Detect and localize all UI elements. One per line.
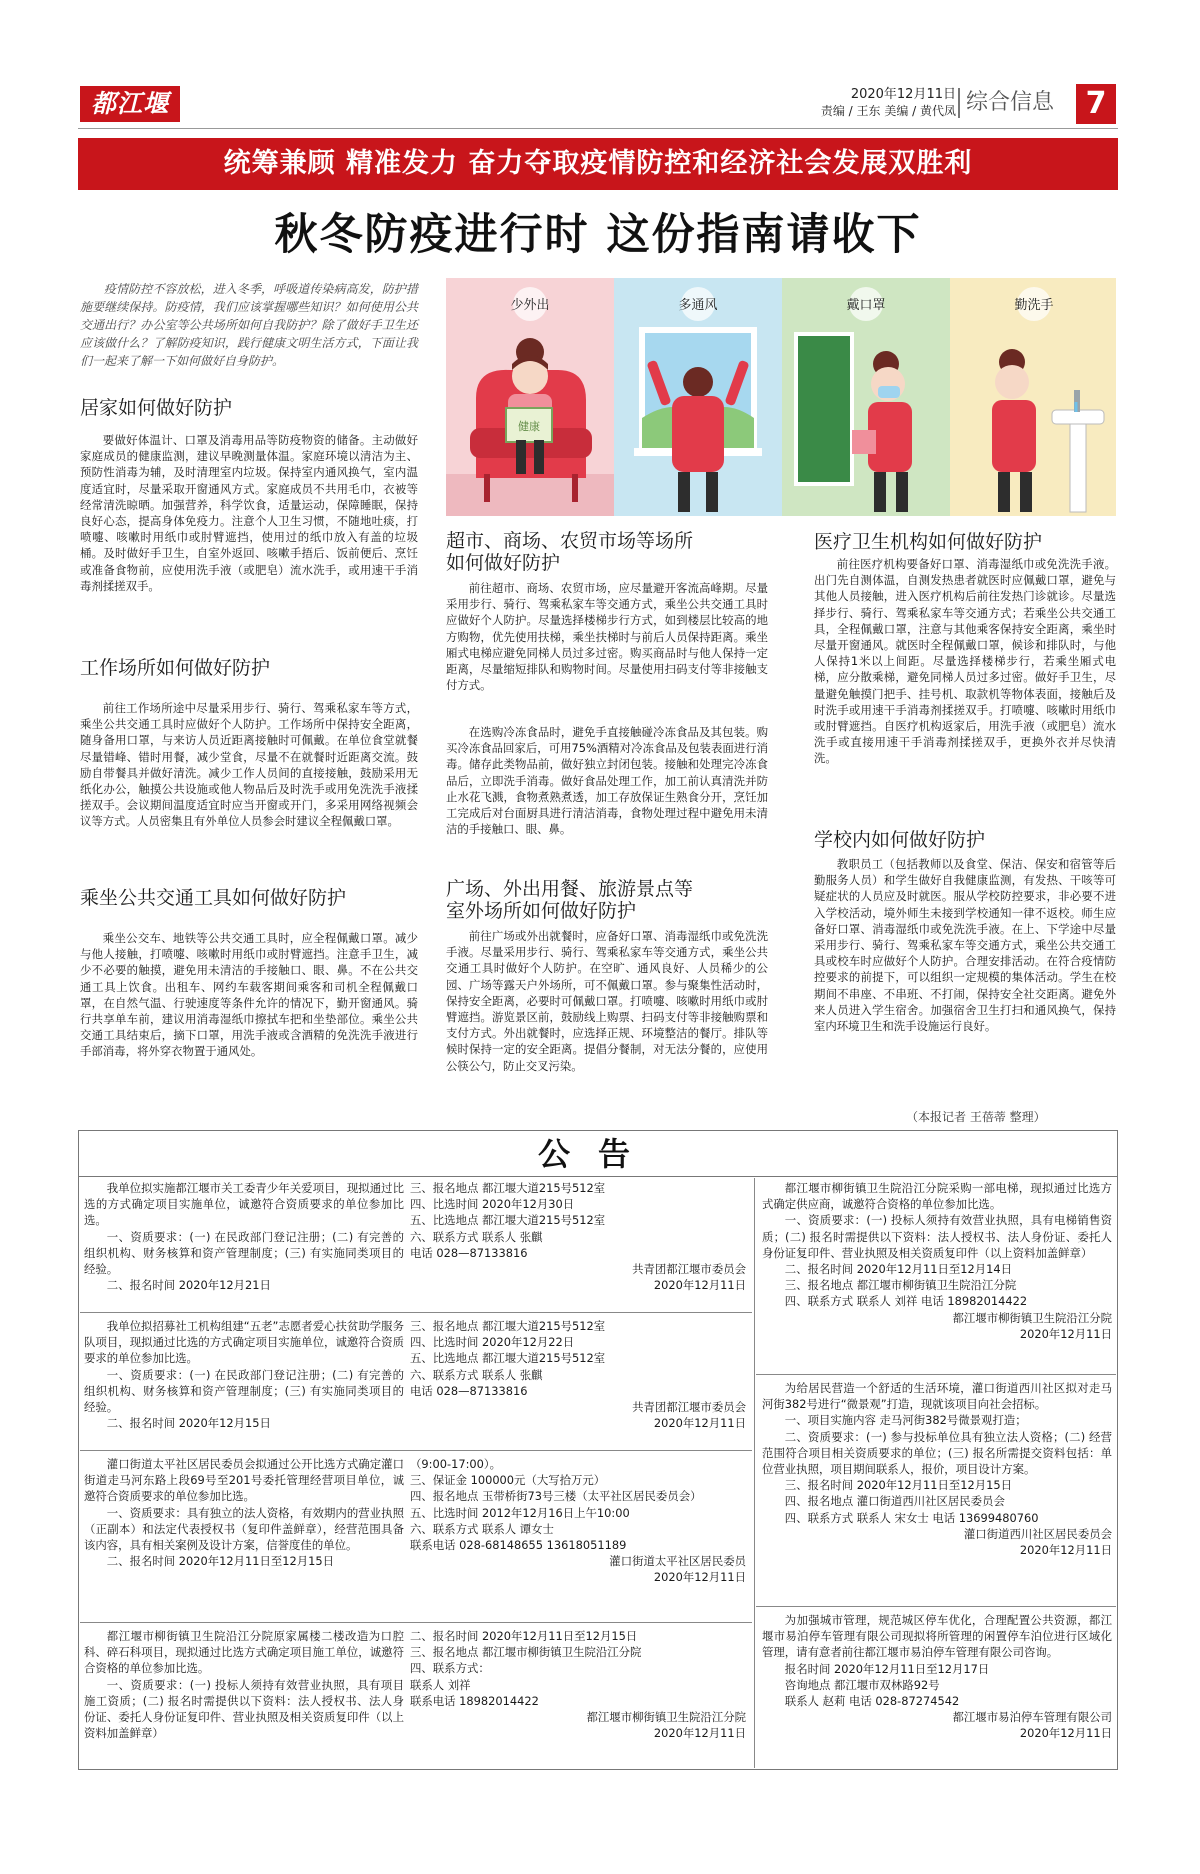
- school-heading: 学校内如何做好防护: [814, 829, 986, 851]
- notice-4-place: 三、报名地点 都江堰市柳街镇卫生院沿江分院: [410, 1645, 642, 1660]
- notice-2-date: 2020年12月11日: [653, 1416, 746, 1431]
- header-separator: [958, 88, 960, 118]
- header-meta: [780, 86, 956, 120]
- notice-7: [762, 1612, 1112, 1742]
- square-heading: [446, 878, 693, 922]
- square-heading-line1: 广场、外出用餐、旅游景点等: [446, 878, 694, 900]
- notice-7-contact: 联系人 赵莉 电话 028-87274542: [784, 1694, 960, 1709]
- notice-1-compare-place: 五、比选地点 都江堰大道215号512室: [410, 1213, 606, 1228]
- market-body-2: 在选购冷冻食品时，避免手直接触碰冷冻食品及其包装。购买冷冻食品回家后，可用75%酒精对冷冻食品及包装表面进行消毒。储存此类物品前，做好独立封闭包装。接触和处理完冷冻食品后，立即洗手消毒。做好食品处理工作，加工前认真清洗并防止水花飞溅，食物煮熟煮透，加工存放保证生熟食分开，烹饪加工完成后对台面厨具进行清洁消毒，食物处理过程中避免用未清洁的手接触口、眼、鼻。: [446, 725, 768, 837]
- notice-3-contact: 六、联系方式 联系人 谭女士: [410, 1521, 554, 1536]
- notice-2-org: 共青团都江堰市委员会: [632, 1400, 746, 1415]
- market-heading-line2: 如何做好防护: [446, 552, 561, 574]
- notice-7-place: 咨询地点 都江堰市双林路92号: [784, 1677, 940, 1692]
- notice-2-intro: 我单位拟招募社工机构组建“五老”志愿者爱心扶贫助学服务队项目，现拟通过比选的方式确定项目实施单位，诚邀符合资质要求的单位参加比选。: [84, 1319, 404, 1366]
- work-heading: 工作场所如何做好防护: [80, 657, 271, 679]
- notice-3-place: 四、报名地点 玉带桥街73号三楼（太平社区居民委员会）: [410, 1489, 702, 1504]
- notice-2-left: [84, 1318, 404, 1431]
- notice-5: [762, 1180, 1112, 1342]
- notice-2-compare-place: 五、比选地点 都江堰大道215号512室: [410, 1351, 606, 1366]
- notice-3-left: [84, 1456, 404, 1569]
- notice-title-rule: [78, 1176, 1118, 1177]
- square-heading-line2: 室外场所如何做好防护: [446, 900, 637, 922]
- notice-4-requirements: 一、资质要求：(一) 投标人须持有效营业执照，具有项目施工资质；(二) 报名时需提供以下资料：法人授权书、法人身份证、委托人身份证复印件、营业执照及相关资质复印件（以上资料加盖鲜章）: [84, 1677, 404, 1741]
- notice-divider-1: [80, 1312, 752, 1313]
- notice-3-hours: （9:00-17:00）。: [410, 1457, 501, 1471]
- notice-6: [762, 1380, 1112, 1558]
- notice-6-intro: 为给居民营造一个舒适的生活环境，灌口街道西川社区拟对走马河街382号进行“微景观”打造，现就该项目向社会招标。: [762, 1381, 1112, 1412]
- notice-divider-4: [756, 1374, 1116, 1375]
- notice-6-signup-time: 三、报名时间 2020年12月11日至12月15日: [784, 1478, 1013, 1493]
- notice-6-org: 灌口街道西川社区居民委员会: [963, 1526, 1112, 1541]
- notice-4-left: [84, 1628, 404, 1741]
- notice-4-org: 都江堰市柳街镇卫生院沿江分院: [586, 1710, 746, 1725]
- notice-1-intro: 我单位拟实施都江堰市关工委青少年关爱项目，现拟通过比选的方式确定项目实施单位，诚邀符合资质要求的单位参加比选。: [84, 1181, 404, 1228]
- home-body: 要做好体温计、口罩及消毒用品等防疫物资的储备。主动做好家庭成员的健康监测，建议早晚测量体温。家庭环境以清洁为主、预防性消毒为辅，及时清理室内垃圾。保持室内通风换气，室内温度适宜时，尽量采取开窗通风方式。家庭成员不共用毛巾，衣被等经常清洗晾晒。加强营养，科学饮食，适量运动，保障睡眠，保持良好心态，提高身体免疫力。注意个人卫生习惯，不随地吐痰，打喷嚏、咳嗽时用纸巾或肘臂遮挡，使用过的纸巾放入有盖的垃圾桶。及时做好手卫生，自室外返回、咳嗽手捂后、饭前便后、烹饪或准备食物前，应使用洗手液（或肥皂）流水洗手，或用速干手消毒剂揉搓双手。: [80, 433, 418, 593]
- notice-1-contact: 六、联系方式 联系人 张麒: [410, 1229, 543, 1244]
- notice-5-contact: 四、联系方式 联系人 刘祥 电话 18982014422: [784, 1294, 1028, 1309]
- notice-5-signup-time: 二、报名时间 2020年12月11日至12月14日: [784, 1262, 1013, 1277]
- notice-1-compare-time: 四、比选时间 2020年12月30日: [410, 1197, 575, 1212]
- notice-1-requirements: 一、资质要求：(一) 在民政部门登记注册；(二) 有完善的组织机构、财务核算和资产管理制度；(三) 有实施同类项目的经验。: [84, 1229, 404, 1277]
- main-headline: 秋冬防疫进行时 这份指南请收下: [274, 210, 922, 260]
- notice-6-content: 一、项目实施内容 走马河街382号微景观打造；: [784, 1413, 1027, 1428]
- book-label: 健康: [518, 420, 540, 433]
- intro-paragraph: 疫情防控不容放松，进入冬季，呼吸道传染病高发，防护措施要继续保持。防疫情，我们应该掌握哪些知识？如何使用公共交通出行？办公室等公共场所如何自我防护？除了做好手卫生还应该做什么？了解防疫知识，践行健康文明生活方式，下面让我们一起来了解一下如何做好自身防护。: [80, 282, 418, 368]
- notice-4-date: 2020年12月11日: [653, 1726, 746, 1741]
- notice-1-date: 2020年12月11日: [653, 1278, 746, 1293]
- notice-4-signup-time: 二、报名时间 2020年12月11日至12月15日: [410, 1629, 638, 1643]
- medical-body: 前往医疗机构要备好口罩、消毒湿纸巾或免洗洗手液。出门先自测体温，自测发热患者就医时应佩戴口罩，避免与其他人员接触，进入医疗机构后前往发热门诊就诊。尽量选择步行、骑行、驾乘私家车等交通方式；若乘坐公共交通工具，全程佩戴口罩，注意与其他乘客保持安全距离，乘坐时尽量开窗通风。就医时全程佩戴口罩，候诊和排队时，与他人保持1米以上间距。尽量选择楼梯步行，若乘坐厢式电梯，应分散乘梯，避免同梯人员过多过密。做好手卫生，尽量避免触摸门把手、挂号机、取款机等物体表面，接触后及时洗手或用速干手消毒剂揉搓双手。打喷嚏、咳嗽时用纸巾或肘臂遮挡。自医疗机构返家后，用洗手液（或肥皂）流水洗手或直接用速干手消毒剂揉搓双手，更换外衣并尽快清洗。: [814, 557, 1116, 766]
- notice-6-place: 四、报名地点 灌口街道西川社区居民委员会: [784, 1494, 1005, 1509]
- notice-3-requirements: 一、资质要求：具有独立的法人资格，有效期内的营业执照（正副本）和法定代表授权书（复印件盖鲜章），经营范围具备该内容，具有相关案例及设计方案，信誉度佳的单位。: [84, 1505, 404, 1553]
- notice-4-contact: 联系人 刘祥: [410, 1677, 471, 1692]
- notice-2-right: [410, 1318, 746, 1431]
- notice-5-requirements: 一、资质要求：(一) 投标人须持有效营业执照，具有电梯销售资质；(二) 报名时需提供以下资料：法人授权书、法人身份证、委托人身份证复印件、营业执照及相关资质复印件（以上资料加盖鲜章）: [762, 1213, 1112, 1260]
- notice-divider-2: [80, 1450, 752, 1451]
- door: [796, 334, 852, 484]
- notice-2-contact: 六、联系方式 联系人 张麒: [410, 1367, 543, 1382]
- notice-3-right: [410, 1456, 746, 1586]
- panel-ventilate: [614, 278, 782, 516]
- notice-column-divider: [754, 1178, 755, 1768]
- notice-1-phone: 电话 028—87133816: [410, 1245, 528, 1260]
- panel-label-ventilate: 多通风: [678, 298, 718, 313]
- notice-6-requirements: 二、资质要求：(一) 参与投标单位具有独立法人资格；(二) 经营范围符合项目相关资质要求的单位；(三) 报名所需提交资料包括：单位营业执照，项目期间联系人，报价，项目设计方案。: [762, 1429, 1112, 1477]
- notice-5-intro: 都江堰市柳街镇卫生院沿江分院采购一部电梯，现拟通过比选方式确定供应商，诚邀符合资格的单位参加比选。: [762, 1181, 1112, 1212]
- page-number: 7: [1076, 84, 1116, 124]
- notice-4-right: [410, 1628, 746, 1741]
- transit-heading: 乘坐公共交通工具如何做好防护: [80, 887, 347, 909]
- issue-date: 2020年12月11日: [850, 87, 956, 102]
- work-body: 前往工作场所途中尽量采用步行、骑行、驾乘私家车等方式，乘坐公共交通工具时应做好个人防护。工作场所中保持安全距离，随身备用口罩，与来访人员近距离接触时可佩戴。在单位食堂就餐尽量错峰、错时用餐，减少堂食，尽量不在就餐时近距离交流。鼓励自带餐具并做好清洗。减少工作人员间的直接接触，鼓励采用无纸化办公，触摸公共设施或他人物品后及时洗手或用免洗洗手液揉搓双手。会议期间温度适宜时应当开窗或开门，多采用网络视频会议等方式。人员密集且有外单位人员参会时建议全程佩戴口罩。: [80, 701, 418, 829]
- market-body-1: 前往超市、商场、农贸市场，应尽量避开客流高峰期。尽量采用步行、骑行、驾乘私家车等交通方式，乘坐公共交通工具时应做好个人防护。尽量选择楼梯步行方式，如到楼层比较高的地方购物，优先使用扶梯，乘坐扶梯时与前后人员保持距离。乘坐厢式电梯应避免同梯人员过多过密。购买商品时与他人保持一定距离，尽量缩短排队和购物时间。尽量使用扫码支付等非接触支付方式。: [446, 581, 768, 693]
- medical-heading: 医疗卫生机构如何做好防护: [814, 531, 1043, 553]
- notice-4-intro: 都江堰市柳街镇卫生院沿江分院原家属楼二楼改造为口腔科、碎石科项目，现拟通过比选方式确定项目施工单位，诚邀符合资格的单位参加比选。: [84, 1629, 404, 1676]
- notice-5-org: 都江堰市柳街镇卫生院沿江分院: [952, 1310, 1112, 1325]
- transit-body: 乘坐公交车、地铁等公共交通工具时，应全程佩戴口罩。减少与他人接触，打喷嚏、咳嗽时用纸巾或肘臂遮挡。注意手卫生，减少不必要的触摸，避免用未清洁的手接触口、眼、鼻。不在公共交通工具上饮食。出租车、网约车载客期间乘客和司机全程佩戴口罩，在自然气温、行驶速度等条件允许的情况下，勤开窗通风。骑行共享单车前，建议用消毒湿纸巾擦拭车把和坐垫部位。乘坐公共交通工具结束后，摘下口罩，用洗手液或含酒精的免洗洗手液进行手部消毒，将外穿衣物置于通风处。: [80, 931, 418, 1059]
- notice-5-date: 2020年12月11日: [1019, 1326, 1112, 1341]
- notice-3-date: 2020年12月11日: [653, 1570, 746, 1585]
- prevention-illustration: [446, 278, 1116, 516]
- reporter-credit: （本报记者 王蓓蒂 整理）: [906, 1110, 1046, 1124]
- market-heading-line1: 超市、商场、农贸市场等场所: [446, 530, 694, 552]
- square-body: 前往广场或外出就餐时，应备好口罩、消毒湿纸巾或免洗洗手液。尽量采用步行、骑行、驾乘私家车等交通方式，乘坐公共交通工具时做好个人防护。在空旷、通风良好、人员稀少的公园、广场等露天户外场所，可不佩戴口罩。参与聚集性活动时，保持安全距离，必要时可佩戴口罩。打喷嚏、咳嗽时用纸巾或肘臂遮挡。游览景区前，鼓励线上购票、扫码支付等非接触购票和支付方式。外出就餐时，应选择正规、环境整洁的餐厅。排队等候时保持一定的安全距离。提倡分餐制，对无法分餐的，应使用公筷公勺，防止交叉污染。: [446, 929, 768, 1073]
- panel-label-wear-mask: 戴口罩: [846, 298, 886, 313]
- panel-wash-hands: [950, 278, 1116, 516]
- panel-label-stay-home: 少外出: [510, 298, 550, 313]
- school-body: 教职员工（包括教师以及食堂、保洁、保安和宿管等后勤服务人员）和学生做好自我健康监测，有发热、干咳等可疑症状的人员应及时就医。服从学校防控要求，非必要不进入学校活动，境外师生未接到学校通知一律不返校。师生应备好口罩、消毒湿纸巾或免洗洗手液。在上、下学途中尽量采用步行、骑行、驾乘私家车等交通方式，乘坐公共交通工具或校车时应做好个人防护。合理安排活动。在符合疫情防控要求的前提下，可以组织一定规模的集体活动。学生在校期间不串座、不串班、不打闹，保持安全社交距离。避免外来人员进入学生宿舍。加强宿舍卫生打扫和通风换气，保持室内环境卫生和洗手设施运行良好。: [814, 857, 1116, 1034]
- notice-4-contact-label: 四、联系方式：: [410, 1661, 490, 1676]
- market-heading: [446, 530, 693, 574]
- notice-1-place: 三、报名地点 都江堰大道215号512室: [410, 1181, 606, 1195]
- notice-1-left: [84, 1180, 404, 1293]
- notice-7-signup-time: 报名时间 2020年12月11日至12月17日: [784, 1661, 990, 1676]
- notice-2-signup-time: 二、报名时间 2020年12月15日: [106, 1416, 271, 1431]
- notice-3-compare-time: 五、比选时间 2012年12月16日上午10:00: [410, 1505, 630, 1520]
- panel-wear-mask: [782, 278, 950, 516]
- notice-4-phone: 联系电话 18982014422: [410, 1693, 539, 1708]
- editors-line: 责编 / 王东 美编 / 黄代凤: [820, 104, 956, 118]
- panel-label-wash-hands: 勤洗手: [1014, 298, 1054, 313]
- notice-6-date: 2020年12月11日: [1019, 1543, 1112, 1558]
- notice-2-compare-time: 四、比选时间 2020年12月22日: [410, 1335, 575, 1350]
- notice-1-signup-time: 二、报名时间 2020年12月21日: [106, 1278, 271, 1293]
- notice-7-org: 都江堰市易泊停车管理有限公司: [952, 1710, 1112, 1725]
- notice-3-phone: 联系电话 028-68148655 13618051189: [410, 1538, 627, 1553]
- header-rule: [78, 128, 1118, 129]
- notice-heading: 公告: [537, 1135, 658, 1173]
- slogan-banner: 统筹兼顾 精准发力 奋力夺取疫情防控和经济社会发展双胜利: [78, 138, 1118, 190]
- masthead-logo: 都江堰: [80, 86, 180, 122]
- notice-7-intro: 为加强城市管理，规范城区停车优化，合理配置公共资源，都江堰市易泊停车管理有限公司现拟将所管理的闲置停车泊位进行区域化管理，请有意者前往都江堰市易泊停车管理有限公司咨询。: [762, 1613, 1112, 1660]
- notice-1-right: [410, 1180, 746, 1293]
- home-heading: 居家如何做好防护: [80, 397, 233, 419]
- notice-divider-3: [80, 1622, 752, 1623]
- notice-2-requirements: 一、资质要求：(一) 在民政部门登记注册；(二) 有完善的组织机构、财务核算和资产管理制度；(三) 有实施同类项目的经验。: [84, 1367, 404, 1415]
- sink: [1052, 410, 1104, 424]
- notice-2-place: 三、报名地点 都江堰大道215号512室: [410, 1319, 606, 1333]
- notice-6-contact: 四、联系方式 联系人 宋女士 电话 13699480760: [784, 1510, 1039, 1525]
- panel-stay-home: [446, 278, 614, 516]
- notice-7-date: 2020年12月11日: [1019, 1726, 1112, 1741]
- notice-2-phone: 电话 028—87133816: [410, 1383, 528, 1398]
- notice-5-place: 三、报名地点 都江堰市柳街镇卫生院沿江分院: [784, 1278, 1017, 1293]
- notice-divider-5: [756, 1606, 1116, 1607]
- notice-3-intro: 灌口街道太平社区居民委员会拟通过公开比选方式确定灌口街道走马河东路上段69号至201号委托管理经营项目单位，诚邀符合资质要求的单位参加比选。: [84, 1457, 404, 1504]
- handbag: [852, 430, 876, 454]
- notice-3-signup-time: 二、报名时间 2020年12月11日至12月15日: [106, 1554, 335, 1569]
- notice-3-org: 灌口街道太平社区居民委员: [609, 1554, 746, 1569]
- notice-3-deposit: 三、保证金 100000元（大写拾万元）: [410, 1473, 606, 1488]
- mask: [878, 386, 900, 398]
- notice-1-org: 共青团都江堰市委员会: [632, 1262, 746, 1277]
- section-name: 综合信息: [966, 90, 1055, 115]
